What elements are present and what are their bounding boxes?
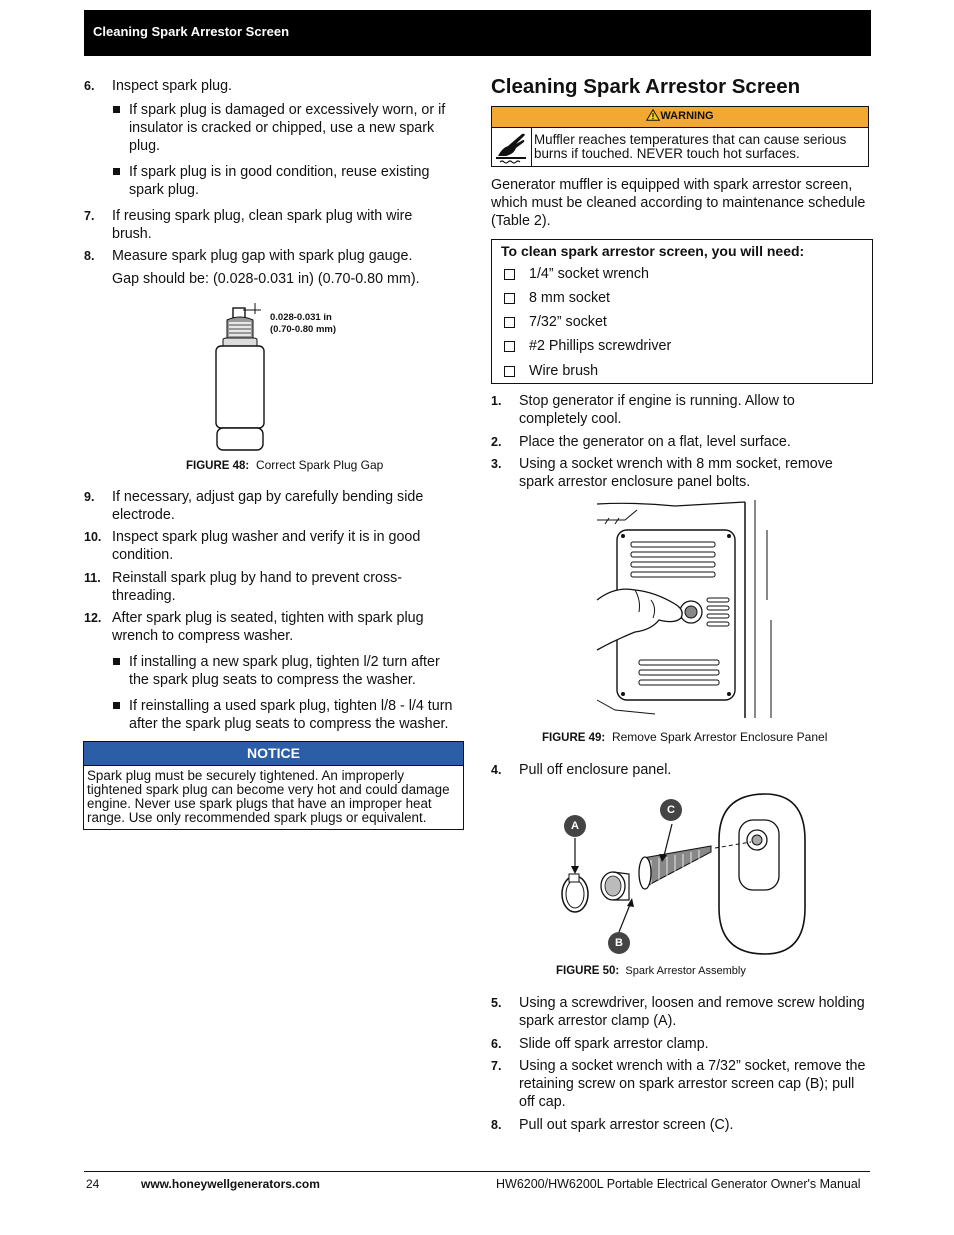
figure-48-caption — [186, 458, 383, 472]
step-number: 3. — [491, 457, 502, 471]
step-number: 4. — [491, 763, 502, 777]
bullet-square-icon — [113, 702, 120, 709]
step-number: 8. — [84, 249, 95, 263]
tool-label: 7/32” socket — [529, 314, 607, 330]
manual-title: HW6200/HW6200L Portable Electrical Generator Owner's Manual — [496, 1177, 861, 1191]
tools-box — [491, 239, 873, 384]
step-text: Slide off spark arrestor clamp. — [519, 1036, 709, 1052]
tools-title: To clean spark arrestor screen, you will need: — [501, 243, 805, 259]
step-text: Pull off enclosure panel. — [519, 762, 672, 778]
tool-label: #2 Phillips screwdriver — [529, 338, 672, 354]
step-text: Inspect spark plug. — [112, 78, 233, 94]
bullet-text: If spark plug is in good condition, reuse existing spark plug. — [129, 164, 430, 198]
caption-label: FIGURE 49: — [542, 732, 606, 744]
warning-icon-cell — [492, 128, 532, 167]
step-text: Place the generator on a flat, level surface. — [519, 434, 791, 450]
bullet-square-icon — [113, 658, 120, 665]
checkbox-icon — [504, 317, 515, 328]
intro-paragraph: Generator muffler is equipped with spark arrestor screen, which must be cleaned according to maintenance schedule (Table 2). — [491, 177, 866, 229]
gap-note: Gap should be: (0.028-0.031 in) (0.70-0.80 mm). — [112, 271, 420, 287]
label-c: C — [660, 799, 682, 821]
step-number: 7. — [84, 209, 95, 223]
step-number: 6. — [84, 79, 95, 93]
footer-rule — [84, 1171, 870, 1172]
page-number: 24 — [86, 1177, 100, 1191]
step-number: 10. — [84, 530, 102, 544]
warning-text: Muffler reaches temperatures that can cause serious burns if touched. NEVER touch hot surfaces. — [534, 132, 847, 161]
step-text: Pull out spark arrestor screen (C). — [519, 1117, 734, 1133]
caption-label: FIGURE 50: — [556, 965, 620, 977]
enclosure-panel-illustration — [595, 500, 775, 720]
step-text: If necessary, adjust gap by carefully bending side electrode. — [112, 489, 424, 523]
gap-label-in: 0.028-0.031 in — [270, 312, 332, 323]
bullet-text: If spark plug is damaged or excessively worn, or if insulator is cracked or chipped, use a new spark plug. — [129, 102, 446, 154]
step-text: Reinstall spark plug by hand to prevent cross-threading. — [112, 570, 403, 604]
caption-text: Correct Spark Plug Gap — [255, 458, 384, 472]
checkbox-icon — [504, 293, 515, 304]
bullet-square-icon — [113, 106, 120, 113]
warning-triangle-icon — [646, 109, 660, 121]
bullet-text: If reinstalling a used spark plug, tighten l/8 - l/4 turn after the spark plug seats to compress the washer. — [129, 698, 453, 732]
step-text: Inspect spark plug washer and verify it is in good condition. — [112, 529, 421, 563]
warning-box — [491, 106, 869, 167]
caption-text: Spark Arrestor Assembly — [625, 965, 746, 977]
checkbox-icon — [504, 341, 515, 352]
warning-header — [492, 107, 868, 128]
step-text: Stop generator if engine is running. Allow to completely cool. — [519, 393, 795, 427]
hot-surface-hand-icon — [492, 128, 530, 166]
checkbox-icon — [504, 366, 515, 377]
notice-text: Spark plug must be securely tightened. An improperly tightened spark plug can become very hot and could damage engine. Never use spark plugs that have an improper heat range. Use only recommended spark plugs or equivalent. — [87, 768, 450, 825]
caption-text: Remove Spark Arrestor Enclosure Panel — [611, 730, 828, 744]
step-number: 2. — [491, 435, 502, 449]
checkbox-icon — [504, 269, 515, 280]
step-number: 5. — [491, 996, 502, 1010]
figure-49-caption — [542, 730, 827, 744]
step-number: 8. — [491, 1118, 502, 1132]
warning-title: WARNING — [660, 110, 714, 122]
notice-box — [83, 741, 464, 830]
tool-label: 1/4” socket wrench — [529, 266, 649, 282]
step-number: 6. — [491, 1037, 502, 1051]
step-number: 12. — [84, 611, 102, 625]
spark-plug-illustration — [205, 300, 275, 455]
step-text: If reusing spark plug, clean spark plug with wire brush. — [112, 208, 413, 242]
bullet-square-icon — [113, 168, 120, 175]
bullet-text: If installing a new spark plug, tighten l/2 turn after the spark plug seats to compress the washer. — [129, 654, 440, 688]
gap-label-mm: (0.70-0.80 mm) — [270, 324, 337, 335]
step-number: 11. — [84, 571, 101, 585]
gap-label — [270, 312, 336, 336]
label-b: B — [608, 932, 630, 954]
tool-label: 8 mm socket — [529, 290, 611, 306]
caption-label: FIGURE 48: — [186, 460, 250, 472]
figure-50-caption — [556, 965, 746, 977]
spark-arrestor-assembly-illustration — [555, 790, 815, 960]
step-number: 7. — [491, 1059, 502, 1073]
tool-label: Wire brush — [529, 363, 599, 379]
notice-title: NOTICE — [84, 742, 463, 766]
step-number: 9. — [84, 490, 95, 504]
step-text: Using a socket wrench with a 7/32” socket, remove the retaining screw on spark arrestor screen cap (B); pull off cap. — [519, 1058, 866, 1110]
header-title: Cleaning Spark Arrestor Screen — [93, 24, 290, 39]
step-text: After spark plug is seated, tighten with spark plug wrench to compress washer. — [112, 610, 424, 644]
step-text: Using a screwdriver, loosen and remove screw holding spark arrestor clamp (A). — [519, 995, 865, 1029]
website-link[interactable]: www.honeywellgenerators.com — [141, 1177, 320, 1191]
section-heading: Cleaning Spark Arrestor Screen — [491, 75, 801, 98]
step-text: Measure spark plug gap with spark plug gauge. — [112, 248, 413, 264]
label-a: A — [564, 815, 586, 837]
step-text: Using a socket wrench with 8 mm socket, remove spark arrestor enclosure panel bolts. — [519, 456, 833, 490]
step-number: 1. — [491, 394, 502, 408]
